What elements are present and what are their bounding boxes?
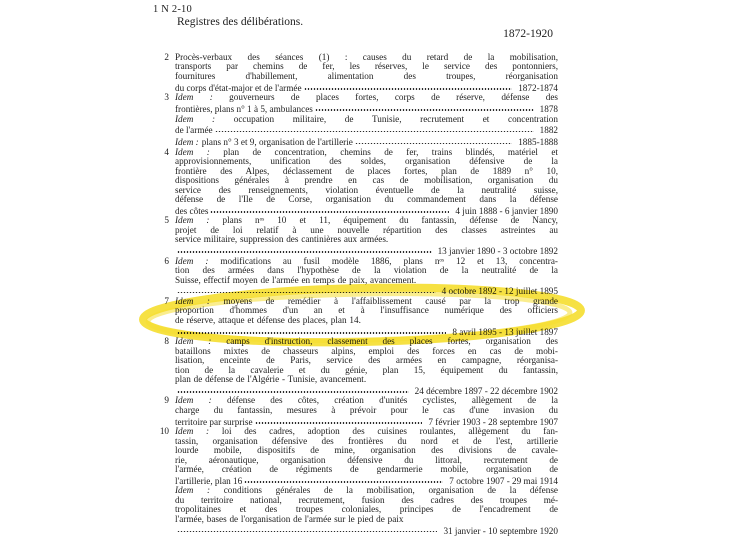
- entry-row: [152, 148, 558, 217]
- leader-tail: du corps d'état-major et de l'armée: [175, 82, 302, 93]
- idem-label: Idem :: [175, 255, 209, 266]
- entry-row: [152, 53, 558, 93]
- entry-content: [175, 337, 558, 396]
- idem-label: Idem :: [175, 485, 211, 496]
- entry-text-line: défense de l'Ile de Corse, organisation du commandement dans la défense: [175, 194, 558, 205]
- idem-label: Idem :: [175, 295, 210, 306]
- entry-text-line: Idem : conditions générales de la mobilisation, organisation de la défense: [175, 485, 558, 496]
- entry-text-line: Idem : modifications au fusil modèle 1886, plans nᵒˢ 12 et 13, concentra-: [175, 255, 558, 266]
- entry-content: [175, 297, 558, 337]
- entry-date: 1872-1874: [518, 82, 558, 93]
- idem-label: Idem :: [175, 92, 213, 103]
- entry-text-line: Idem : plans nᵒˢ 10 et 11, équipement du fantassin, défense de Nancy,: [175, 215, 558, 226]
- entry-number: 3: [164, 92, 169, 103]
- entry-content: [175, 257, 558, 297]
- document-title: Registres des délibérations.: [177, 16, 304, 28]
- leader-row: [175, 245, 558, 257]
- dotted-leader: [175, 325, 449, 334]
- entry-number: 6: [164, 255, 169, 266]
- entry-text-line: Idem : occupation militaire, de Tunisie, recrutement et concentration: [175, 113, 558, 124]
- entry-date: 8 avril 1895 - 13 juillet 1897: [452, 326, 558, 337]
- entry-text-line: proportion d'hommes d'un an et à l'insuffisance numérique des officiers: [175, 305, 558, 316]
- leader-tail: frontières, plans n° 1 à 5, ambulances: [175, 104, 313, 115]
- entry-text-line: tropolitaines et des troupes coloniales, principes de l'encadrement de: [175, 504, 558, 515]
- entry-row: [152, 297, 558, 337]
- entry-text-line: bataillons mixtes de chasseurs alpins, emploi des forces en cas de mobi-: [175, 345, 558, 356]
- entry-text-line: fournitures d'habillement, alimentation des troupes, réorganisation: [175, 70, 558, 81]
- entry-text-line: tion des armées dans l'hypothèse de la violation de la neutralité de la: [175, 265, 558, 276]
- entry-text-line: l'armée, création de régiments de gendarmerie mobile, organisation de: [175, 463, 558, 474]
- leader-tail: territoire par surprise: [175, 416, 253, 427]
- leader-row: [175, 103, 558, 115]
- entry-text-line: dispositions générales à prendre en cas de mobilisation, organisation du: [175, 175, 558, 186]
- leader-tail: l'artillerie, plan 16: [175, 475, 243, 486]
- idem-label: Idem :: [175, 336, 212, 347]
- document-date-range: 1872-1920: [503, 28, 553, 40]
- entry-date: 7 octobre 1907 - 29 mai 1914: [449, 475, 558, 486]
- entry-row: [152, 93, 558, 114]
- leader-row: [175, 524, 558, 536]
- entry-row: [152, 216, 558, 256]
- entry-text-line: Procès-verbaux des séances (1) : causes du retard de la mobilisation,: [175, 52, 558, 62]
- idem-label: Idem :: [175, 426, 210, 437]
- entry-text-line: approvisionnements, unification des soldes, organisation défensive de la: [175, 156, 558, 167]
- leader-tail: des côtes: [175, 205, 209, 216]
- entry-number: 9: [164, 395, 169, 406]
- entry-text-line: rie, aéronautique, organisation défensive du littoral, recrutement de: [175, 454, 558, 465]
- entry-text-line: charge du fantassin, mesures à prévoir pour le cas d'une invasion du: [175, 404, 558, 415]
- entry-text-line: transports par chemins de fer, les réserves, le service des pontonniers,: [175, 61, 558, 72]
- document-cote: 1 N 2-10: [153, 4, 192, 15]
- entry-text-line: projet de loi relatif à une nouvelle répartition des classes astreintes au: [175, 224, 558, 235]
- entry-text-line: Idem : loi des cadres, adoption des cuisines roulantes, allègement du fan-: [175, 426, 558, 437]
- entry-text-line: tion de la cavalerie et du génie, plan 15, équipement du fantassin,: [175, 364, 558, 375]
- dotted-leader: [242, 474, 446, 483]
- entry-content: [175, 115, 558, 136]
- leader-row: [175, 124, 558, 136]
- entry-row: [152, 337, 558, 396]
- entry-number: 2: [164, 52, 169, 62]
- entry-date: 31 janvier - 10 septembre 1920: [443, 525, 558, 536]
- entry-content: [175, 53, 558, 93]
- entry-text-line: frontière des Alpes, déclassement de places fortes, plan de 1889 n° 10,: [175, 165, 558, 176]
- entry-text-line: service militaire, suppression des cantinières aux armées.: [175, 234, 389, 245]
- dotted-leader: [313, 103, 537, 112]
- entry-text-line: Suisse, effectif moyen de l'armée en temps de paix, avancement.: [175, 274, 417, 285]
- entry-number: 7: [164, 295, 169, 306]
- dotted-leader: [302, 81, 516, 90]
- idem-label: Idem :: [175, 215, 210, 226]
- entry-number: 5: [164, 215, 169, 226]
- entry-date: 1885-1888: [518, 137, 558, 148]
- dotted-leader: [253, 415, 426, 424]
- entry-text-line: Idem : défense des côtes, création d'unités cyclistes, allègement de la: [175, 395, 558, 406]
- entry-text-line: lourde mobile, dispositifs de mine, organisation des divisions de cavale-: [175, 445, 558, 456]
- entry-date: 1878: [539, 104, 558, 115]
- entry-row: [152, 257, 558, 297]
- dotted-leader: [175, 285, 439, 294]
- idem-label: Idem :: [175, 146, 210, 157]
- entry-text-line: service des renseignements, violation éventuelle de la neutralité suisse,: [175, 184, 558, 195]
- leader-tail: plans n° 3 et 9, organisation de l'artillerie: [201, 137, 353, 148]
- idem-label: Idem :: [175, 137, 199, 148]
- leader-row: [175, 325, 558, 337]
- entry-text-line: Idem : gouverneurs de places fortes, corps de réserve, défense des: [175, 92, 558, 103]
- leader-tail: de l'armée: [175, 125, 213, 136]
- entry-date: 7 février 1903 - 28 septembre 1907: [428, 416, 558, 427]
- entry-text-line: Idem : plan de concentration, chemins de fer, trains blindés, matériel et: [175, 146, 558, 157]
- entry-text-line: Idem : camps d'instruction, classement des places fortes, organisation des: [175, 336, 558, 347]
- entry-text-line: tassin, organisation défensive des frontières du nord et de l'est, artillerie: [175, 435, 558, 446]
- dotted-leader: [208, 205, 452, 214]
- entry-number: [152, 115, 175, 136]
- entry-text-line: du territoire national, recrutement, fusion des cadres des troupes mé-: [175, 494, 558, 505]
- dotted-leader: [353, 136, 515, 145]
- entry-content: [175, 216, 558, 256]
- entry-content: [175, 148, 558, 217]
- entry-text-line: de réserve, attaque et défense des places, plan 14.: [175, 314, 361, 325]
- entry-date: 4 octobre 1892 - 12 juillet 1895: [441, 286, 558, 297]
- entry-date: 24 décembre 1897 - 22 décembre 1902: [414, 385, 558, 396]
- dotted-leader: [175, 245, 435, 254]
- entry-text-line: plan de défense de l'Algérie - Tunisie, avancement.: [175, 374, 367, 384]
- entry-number: 8: [164, 336, 169, 347]
- entry-row: [152, 486, 558, 536]
- entry-date: 13 janvier 1890 - 3 octobre 1892: [437, 246, 558, 257]
- entry-row: [152, 115, 558, 136]
- entry-row: [152, 427, 558, 486]
- entry-number: 4: [164, 146, 169, 157]
- idem-label: Idem :: [175, 395, 212, 406]
- dotted-leader: [213, 124, 537, 133]
- idem-label: Idem :: [175, 113, 216, 124]
- dotted-leader: [175, 524, 440, 533]
- entry-date: 1882: [539, 125, 558, 136]
- entry-date: 4 juin 1888 - 6 janvier 1890: [455, 205, 558, 216]
- entry-text-line: lisation, enceinte de Paris, service des armées en campagne, réorganisa-: [175, 355, 558, 366]
- entry-text-line: Idem : moyens de remédier à l'affaiblissement causé par la trop grande: [175, 295, 558, 306]
- entries-list: [152, 53, 558, 536]
- dotted-leader: [175, 384, 412, 393]
- entry-content: [175, 93, 558, 114]
- entry-text-line: l'armée, bases de l'organisation de l'armée sur le pied de paix: [175, 513, 404, 524]
- entry-number: [152, 486, 175, 536]
- entry-content: [175, 486, 558, 536]
- entry-content: [175, 427, 558, 486]
- entry-content: [175, 396, 558, 427]
- entry-row: [152, 396, 558, 427]
- entry-number: 10: [159, 426, 169, 437]
